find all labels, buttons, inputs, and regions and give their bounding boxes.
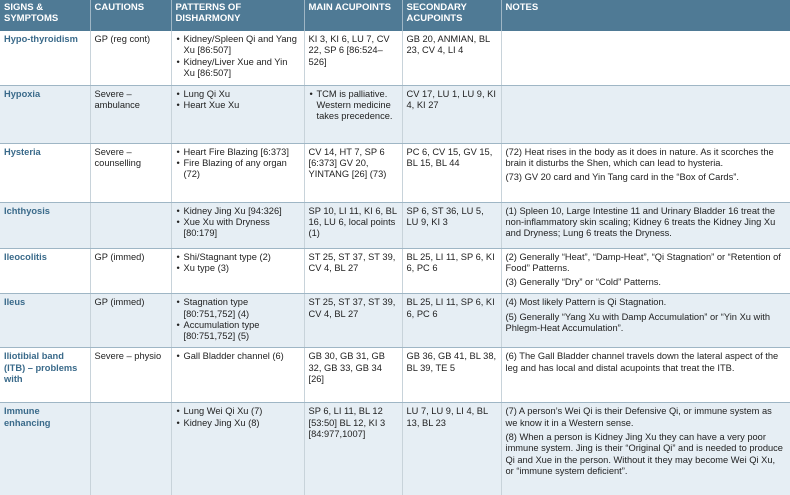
cautions-cell: GP (immed) (90, 248, 171, 294)
notes-cell (501, 348, 790, 403)
pattern-item: • Xu type (3) (184, 263, 300, 274)
pattern-item: • Heart Fire Blazing [6:373] (184, 147, 300, 158)
note-text: (8) When a person is Kidney Jing Xu they can have a very poor immune system. Jing is their “Original Qi” and is needed to produce Qi and Xue in the person. Without it they may become Wei Qi Xu, or “immune system deficient”. (505, 431, 783, 476)
patterns-cell (171, 294, 304, 348)
notes-cell (501, 85, 790, 143)
cautions-cell: GP (immed) (90, 294, 171, 348)
main-acupoints-cell (304, 85, 402, 143)
table-row (0, 202, 790, 248)
notes-cell (501, 248, 790, 294)
notes-cell (501, 143, 790, 202)
pattern-item: • Xue Xu with Dryness [80:179] (184, 217, 300, 240)
pattern-item: • Kidney Jing Xu [94:326] (184, 206, 300, 217)
main-acupoints-cell: SP 10, LI 11, KI 6, BL 16, LU 6, local points (1) (304, 202, 402, 248)
cautions-cell: GP (reg cont) (90, 31, 171, 85)
header-patterns: PATTERNS OF DISHARMONY (171, 0, 304, 31)
notes-cell (501, 31, 790, 85)
header-row (0, 0, 790, 31)
cautions-cell: Severe – ambulance (90, 85, 171, 143)
header-main-acupoints: MAIN ACUPOINTS (304, 0, 402, 31)
patterns-cell (171, 348, 304, 403)
condition-name: Ileocolitis (0, 248, 90, 294)
table-row (0, 31, 790, 85)
condition-name: Hysteria (0, 143, 90, 202)
pattern-item: • Lung Wei Qi Xu (7) (184, 406, 300, 417)
main-acupoints-cell: CV 14, HT 7, SP 6 [6:373] GV 20, YINTANG [26] (73) (304, 143, 402, 202)
note-text: (72) Heat rises in the body as it does in nature. As it scorches the brain it disturbs the Shen, which can lead to hysteria. (505, 146, 774, 168)
note-text: (7) A person’s Wei Qi is their Defensive Qi, or immune system as we know it in a Western sense. (505, 406, 772, 428)
header-cautions: CAUTIONS (90, 0, 171, 31)
note-text: (2) Generally “Heat”, “Damp-Heat”, “Qi Stagnation” or “Retention of Food” Patterns. (505, 251, 781, 273)
secondary-acupoints-cell: SP 6, ST 36, LU 5, LU 9, KI 3 (402, 202, 501, 248)
pattern-item: • Heart Xue Xu (184, 100, 300, 111)
main-acupoints-cell: SP 6, LI 11, BL 12 [53:50] BL 12, KI 3 [84:977,1007] (304, 403, 402, 495)
condition-name: Immune enhancing (0, 403, 90, 495)
pattern-item: • Lung Qi Xu (184, 89, 300, 100)
note-text: (5) Generally “Yang Xu with Damp Accumulation” or “Yin Xu with Phlegm-Heat Accumulation”. (505, 311, 771, 333)
pattern-item: • Kidney/Liver Xue and Yin Xu [86:507] (184, 57, 300, 80)
table-row (0, 85, 790, 143)
patterns-cell (171, 403, 304, 495)
note-text: (6) The Gall Bladder channel travels down the lateral aspect of the leg and has local and distal acupoints that treat the ITB. (505, 351, 779, 373)
table-row (0, 143, 790, 202)
notes-cell (501, 403, 790, 495)
table-row (0, 248, 790, 294)
patterns-cell (171, 31, 304, 85)
secondary-acupoints-cell: CV 17, LU 1, LU 9, KI 4, KI 27 (402, 85, 501, 143)
note-text: (4) Most likely Pattern is Qi Stagnation. (505, 297, 667, 308)
note-text: (3) Generally “Dry” or “Cold” Patterns. (505, 277, 662, 288)
pattern-item: • Kidney/Spleen Qi and Yang Xu [86:507] (184, 34, 300, 57)
notes-cell (501, 202, 790, 248)
note-text: (1) Spleen 10, Large Intestine 11 and Urinary Bladder 16 treat the non-inflammatory skin scaling; Kidney 6 treats the Kidney Jing Xu and Dryness; Lung 6 treats the Dryness. (505, 205, 776, 239)
header-signs-symptoms: SIGNS & SYMPTOMS (0, 0, 90, 31)
condition-name: Ileus (0, 294, 90, 348)
table-row (0, 403, 790, 495)
pattern-item: • Kidney Jing Xu (8) (184, 418, 300, 429)
main-acupoint-item: • TCM is palliative. Western medicine takes precedence. (317, 89, 398, 123)
cautions-cell (90, 202, 171, 248)
secondary-acupoints-cell: LU 7, LU 9, LI 4, BL 13, BL 23 (402, 403, 501, 495)
note-text: (73) GV 20 card and Yin Tang card in the “Box of Cards”. (505, 172, 739, 183)
secondary-acupoints-cell: BL 25, LI 11, SP 6, KI 6, PC 6 (402, 294, 501, 348)
patterns-cell (171, 85, 304, 143)
pattern-item: • Accumulation type [80:751,752] (5) (184, 320, 300, 343)
pattern-item: • Shi/Stagnant type (2) (184, 252, 300, 263)
pattern-item: • Stagnation type [80:751,752] (4) (184, 297, 300, 320)
secondary-acupoints-cell: GB 20, ANMIAN, BL 23, CV 4, LI 4 (402, 31, 501, 85)
main-acupoints-cell: ST 25, ST 37, ST 39, CV 4, BL 27 (304, 248, 402, 294)
table-row (0, 348, 790, 403)
patterns-cell (171, 143, 304, 202)
cautions-cell (90, 403, 171, 495)
secondary-acupoints-cell: PC 6, CV 15, GV 15, BL 15, BL 44 (402, 143, 501, 202)
main-acupoints-cell: GB 30, GB 31, GB 32, GB 33, GB 34 [26] (304, 348, 402, 403)
table-row (0, 294, 790, 348)
condition-name: Ichthyosis (0, 202, 90, 248)
pattern-item: • Gall Bladder channel (6) (184, 351, 300, 362)
condition-name: Hypo-thyroidism (0, 31, 90, 85)
header-notes: NOTES (501, 0, 790, 31)
cautions-cell: Severe – counselling (90, 143, 171, 202)
patterns-cell (171, 202, 304, 248)
main-acupoints-cell: ST 25, ST 37, ST 39, CV 4, BL 27 (304, 294, 402, 348)
secondary-acupoints-cell: GB 36, GB 41, BL 38, BL 39, TE 5 (402, 348, 501, 403)
secondary-acupoints-cell: BL 25, LI 11, SP 6, KI 6, PC 6 (402, 248, 501, 294)
condition-name: Iliotibial band (ITB) – problems with (0, 348, 90, 403)
condition-name: Hypoxia (0, 85, 90, 143)
notes-cell (501, 294, 790, 348)
patterns-cell (171, 248, 304, 294)
header-secondary-acupoints: SECONDARY ACUPOINTS (402, 0, 501, 31)
pattern-item: • Fire Blazing of any organ (72) (184, 158, 300, 181)
cautions-cell: Severe – physio (90, 348, 171, 403)
main-acupoints-cell: KI 3, KI 6, LU 7, CV 22, SP 6 [86:524–526] (304, 31, 402, 85)
